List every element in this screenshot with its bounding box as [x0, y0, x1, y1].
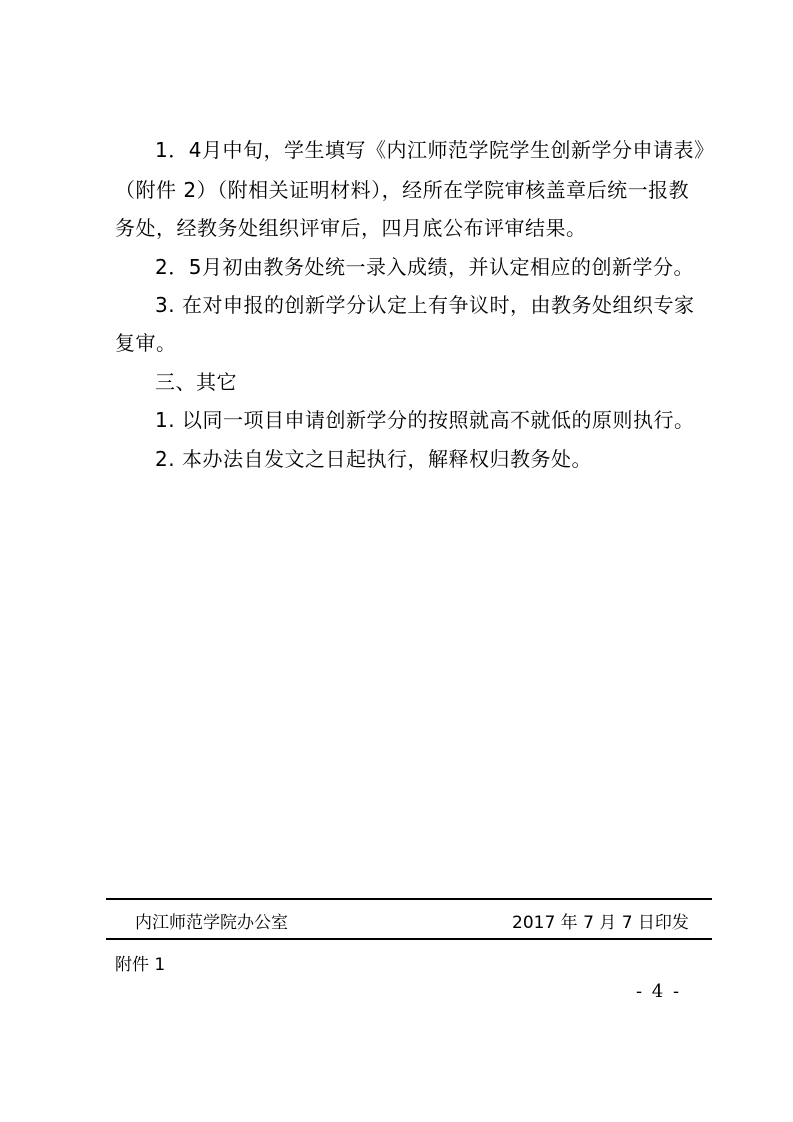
- body-line-4: 2．5月初由教务处统一录入成绩，并认定相应的创新学分。: [155, 255, 694, 279]
- footer-bottom-rule: [106, 938, 712, 940]
- footer-top-rule: [106, 898, 712, 900]
- attachment-label: 附件 1: [115, 955, 166, 975]
- body-line-5: 3. 在对申报的创新学分认定上有争议时，由教务处组织专家: [155, 293, 695, 317]
- body-line-9: 2. 本办法自发文之日起执行，解释权归教务处。: [155, 447, 592, 471]
- body-line-1: 1．4月中旬，学生填写《内江师范学院学生创新学分申请表》: [155, 138, 715, 162]
- body-line-2: （附件 2）（附相关证明材料），经所在学院审核盖章后统一报教: [115, 178, 690, 202]
- body-line-8: 1. 以同一项目申请创新学分的按照就高不就低的原则执行。: [155, 408, 695, 432]
- section-heading: 三、其它: [155, 370, 237, 394]
- issue-date: 2017 年 7 月 7 日印发: [512, 913, 689, 933]
- issuing-office: 内江师范学院办公室: [135, 913, 288, 933]
- body-line-6: 复审。: [115, 331, 177, 355]
- body-line-3: 务处，经教务处组织评审后，四月底公布评审结果。: [115, 216, 587, 240]
- page-number: - 4 -: [636, 981, 682, 1002]
